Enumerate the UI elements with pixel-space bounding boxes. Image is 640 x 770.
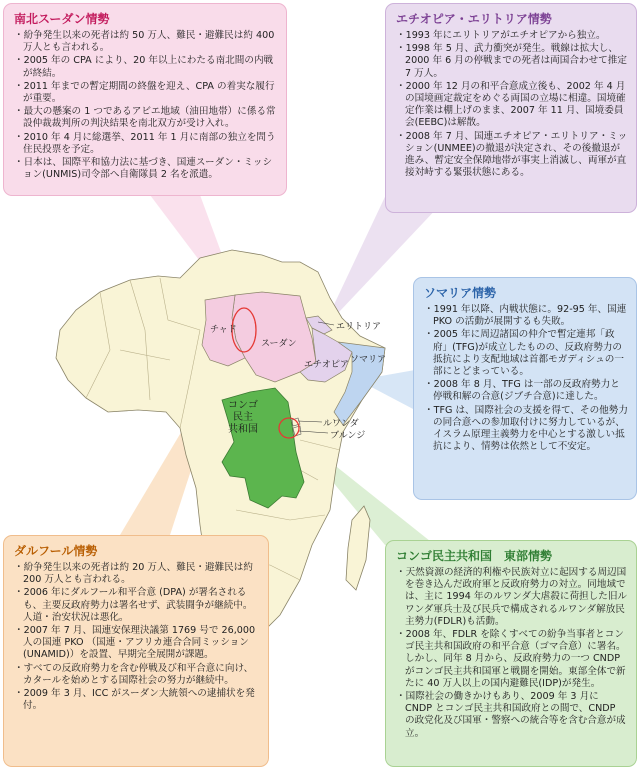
list-item: ・ 2006 年にダルフール和平合意 (DPA) が署名されるも、主要反政府勢力は署名せず、武装闘争が継続中。人道・治安状況は悪化。 xyxy=(14,587,260,624)
sudan-box-title: 南北スーダン情勢 xyxy=(14,12,110,26)
drc-box-list xyxy=(386,567,636,740)
sudan-info-box xyxy=(3,3,287,196)
list-item: ・ 2008 年 7 月、国連エチオピア・エリトリア・ミッション(UNMEE)の撤退が決定され、その後撤退が進み、暫定安全保障地帯が事実上消滅し、両軍が直接対峙する緊張状態にある。 xyxy=(396,131,628,180)
label-sudan: スーダン xyxy=(261,339,297,349)
list-item: ・ 紛争発生以来の死者は約 20 万人、難民・避難民は約 200 万人とも言われる。 xyxy=(14,562,260,586)
list-item: ・ 日本は、国際平和協力法に基づき、国連スーダン・ミッション(UNMIS)司令部へ自衛隊員 2 名を派遣。 xyxy=(14,157,278,181)
list-item: ・ 1991 年以降、内戦状態に。92-95 年、国連 PKO の活動が展開するも失敗。 xyxy=(424,304,628,328)
sudan-box-list xyxy=(4,30,286,181)
drc-box-title: コンゴ民主共和国 東部情勢 xyxy=(396,549,553,563)
list-item: ・ 紛争発生以来の死者は約 50 万人、難民・避難民は約 400 万人とも言われる。 xyxy=(14,30,278,54)
somalia-info-box xyxy=(413,277,637,500)
list-item: ・ 2005 年に周辺諸国の仲介で暫定連邦「政府」(TFG)が成立したものの、反政府勢力の抵抗により支配地域は首都モガディシュの一部にとどまっている。 xyxy=(424,329,628,378)
darfur-box-title: ダルフール情勢 xyxy=(14,544,98,558)
list-item: ・ 2000 年 12 月の和平合意成立後も、2002 年 4 月の国境画定裁定をめぐる両国の立場に相違。国境確定作業は棚上げのまま、2007 年 11 月、国境委員会(EEBC)は解散。 xyxy=(396,81,628,130)
label-somalia: ソマリア xyxy=(350,355,387,365)
list-item: ・ 天然資源の経済的利権や民族対立に起因する周辺国を巻き込んだ政府軍と反政府勢力の対立。同地域では、主に 1994 年のルワンダ大虐殺に荷担した旧ルワンダ軍兵士及び民兵で構成されるルワンダ解放民主勢力(FDLR)も活動。 xyxy=(396,567,628,628)
label-drc: コンゴ 民主 共和国 xyxy=(228,400,258,435)
somalia-box-list xyxy=(414,304,636,453)
ethiopia-box-title: エチオピア・エリトリア情勢 xyxy=(396,12,552,26)
list-item: ・ 2011 年までの暫定期間の終盤を迎え、CPA の着実な履行が重要。 xyxy=(14,81,278,105)
label-rwanda: ルワンダ xyxy=(323,419,359,429)
ethiopia-eritrea-info-box xyxy=(385,3,637,213)
label-ethiopia: エチオピア xyxy=(304,360,349,370)
list-item: ・ 2005 年の CPA により、20 年以上にわたる南北間の内戦が終結。 xyxy=(14,55,278,79)
list-item: ・ TFG は、国際社会の支援を得て、その他勢力の同合意への参加取付けに努力しているが、イスラム原理主義勢力を中心とする激しい抵抗により、情勢は依然として不安定。 xyxy=(424,405,628,454)
label-eritrea: エリトリア xyxy=(336,322,382,332)
drc-info-box xyxy=(385,540,637,767)
list-item: ・ 最大の懸案の 1 つであるアビエ地域（油田地帯）に係る常設仲裁裁判所の判決結果を南北双方が受け入れ。 xyxy=(14,106,278,130)
somalia-box-title: ソマリア情勢 xyxy=(424,286,497,300)
list-item: ・ 国際社会の働きかけもあり、2009 年 3 月に CNDP とコンゴ民主共和国政府との間で、CNDP の政党化及び国軍・警察への統合等を含む合意が成立。 xyxy=(396,691,628,740)
label-burundi: ブルンジ xyxy=(330,431,366,441)
darfur-info-box xyxy=(3,535,269,767)
list-item: ・ 2010 年 4 月に総選挙、2011 年 1 月に南部の独立を問う住民投票を予定。 xyxy=(14,132,278,156)
darfur-box-list xyxy=(4,562,268,712)
list-item: ・ 1998 年 5 月、武力衝突が発生。戦線は拡大し、2000 年 6 月の停戦までの死者は両国合わせて推定 7 万人。 xyxy=(396,43,628,80)
madagascar xyxy=(346,506,370,590)
label-chad: チャド xyxy=(210,325,237,335)
list-item: ・ 2009 年 3 月、ICC がスーダン大統領への逮捕状を発付。 xyxy=(14,688,260,712)
ethiopia-box-list xyxy=(386,30,636,179)
list-item: ・ 2008 年 8 月、TFG は一部の反政府勢力と停戦和解の合意(ジブチ合意)に達した。 xyxy=(424,379,628,403)
list-item: ・ すべての反政府勢力を含む停戦及び和平合意に向け、カタールを始めとする国際社会の努力が継続中。 xyxy=(14,663,260,687)
list-item: ・ 2007 年 7 月、国連安保理決議第 1769 号で 26,000 人の国連 PKO （国連・アフリカ連合合同ミッション(UNAMID)）を設置、早期完全展開が課題。 xyxy=(14,625,260,662)
list-item: ・ 2008 年、FDLR を除くすべての紛争当事者とコンゴ民主共和国政府の和平合意（ゴマ合意）に署名。しかし、同年 8 月から、反政府勢力の一つ CNDP がコンゴ民主共和国軍と戦闘を開始。東部全体で新たに 40 万人以上の国内避難民(IDP)が発生。 xyxy=(396,629,628,690)
list-item: ・ 1993 年にエリトリアがエチオピアから独立。 xyxy=(396,30,628,42)
